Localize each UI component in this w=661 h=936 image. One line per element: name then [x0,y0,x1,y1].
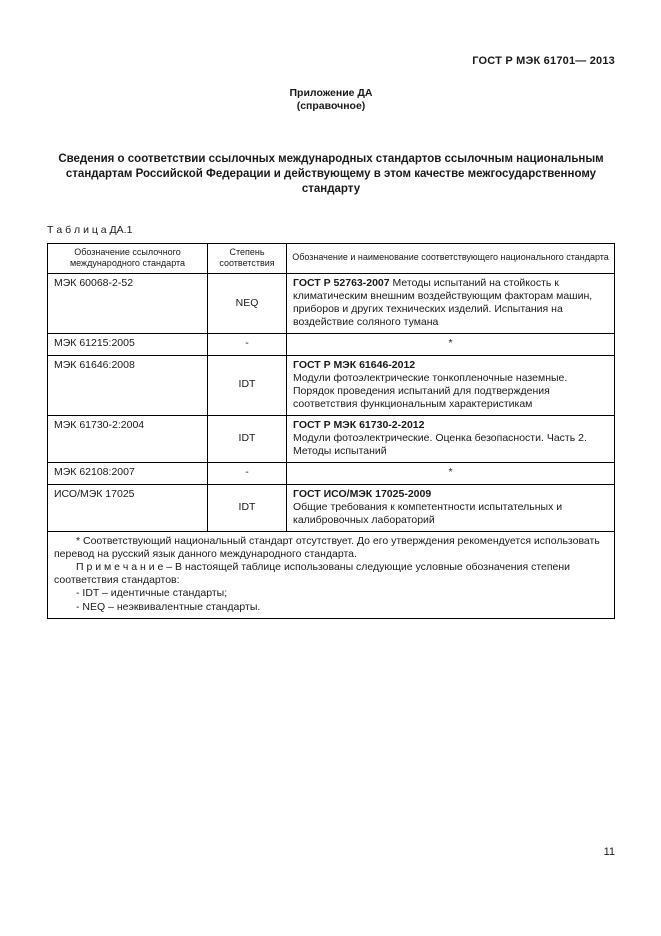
table-body [48,273,615,531]
table-row [48,273,615,334]
degree-cell: NEQ [208,273,287,334]
document-header: ГОСТ Р МЭК 61701— 2013 [472,55,615,67]
intl-standard-cell: МЭК 61646:2008 [48,355,208,416]
table-row [48,334,615,355]
national-standard-cell: * [287,334,615,355]
table-footnote-row [48,531,615,618]
national-standard-designation: ГОСТ Р МЭК 61646-2012 [293,358,416,371]
appendix-title: Приложение ДА [289,87,373,99]
table-row [48,416,615,463]
national-standard-description: Модули фотоэлектрические. Оценка безопасности. Часть 2. Методы испытаний [293,432,587,458]
national-standard-description: Общие требования к компетентности испытательных и калибровочных лабораторий [293,500,563,526]
national-standard-cell: * [287,463,615,484]
degree-cell: - [208,463,287,484]
degree-cell: IDT [208,484,287,531]
table-row [48,355,615,416]
footnote-note-text: П р и м е ч а н и е – В настоящей таблице использованы следующие условные обозначения степени соответствия стандартов: [54,561,571,587]
main-title: Сведения о соответствии ссылочных международных стандартов ссылочным национальным стандартам Российской Федерации и действующему в этом качестве межгосударственному стандарту [58,153,604,196]
footnote-asterisk-text: * Соответствующий национальный стандарт отсутствует. До его утверждения рекомендуется использовать перевод на русский язык данного международного стандарта. [54,534,600,561]
national-standard-cell [287,355,615,416]
page-number: 11 [603,846,615,858]
national-standard-cell [287,484,615,531]
appendix-subtitle: (справочное) [296,100,366,112]
header-degree: Степень соответствия [208,243,287,273]
intl-standard-cell: МЭК 62108:2007 [48,463,208,484]
header-national-standard: Обозначение и наименование соответствующего национального стандарта [287,243,615,273]
intl-standard-cell: ИСО/МЭК 17025 [48,484,208,531]
degree-cell: IDT [208,355,287,416]
national-standard-cell: ГОСТ Р 52763-2007 Методы испытаний на стойкость к климатическим внешним воздействующим факторам машин, приборов и других технических изделий. Испытания на воздействие соляного тумана [287,273,615,334]
degree-cell: IDT [208,416,287,463]
table-header-row [48,243,615,273]
table-row [48,484,615,531]
table-label: Т а б л и ц а ДА.1 [47,223,133,236]
footnote-item-idt: - IDT – идентичные стандарты; [76,587,228,600]
degree-cell: - [208,334,287,355]
footnote-item-neq: - NEQ – неэквивалентные стандарты. [76,600,261,613]
national-standard-description: Модули фотоэлектрические тонкопленочные наземные. Порядок проведения испытаний для подтверждения соответствия функциональным характеристикам [293,371,568,410]
intl-standard-cell: МЭК 61730-2:2004 [48,416,208,463]
table-header [48,243,615,273]
footnote-cell [48,531,615,618]
header-intl-standard: Обозначение ссылочного международного стандарта [48,243,208,273]
correspondence-table [47,243,615,619]
national-standard-designation: ГОСТ Р МЭК 61730-2-2012 [293,419,425,432]
national-standard-designation: ГОСТ ИСО/МЭК 17025-2009 [293,487,432,500]
intl-standard-cell: МЭК 61215:2005 [48,334,208,355]
national-standard-cell [287,416,615,463]
national-standard-designation: ГОСТ Р 52763-2007 [293,276,390,289]
intl-standard-cell: МЭК 60068-2-52 [48,273,208,334]
table-row [48,463,615,484]
table-footer [48,531,615,618]
